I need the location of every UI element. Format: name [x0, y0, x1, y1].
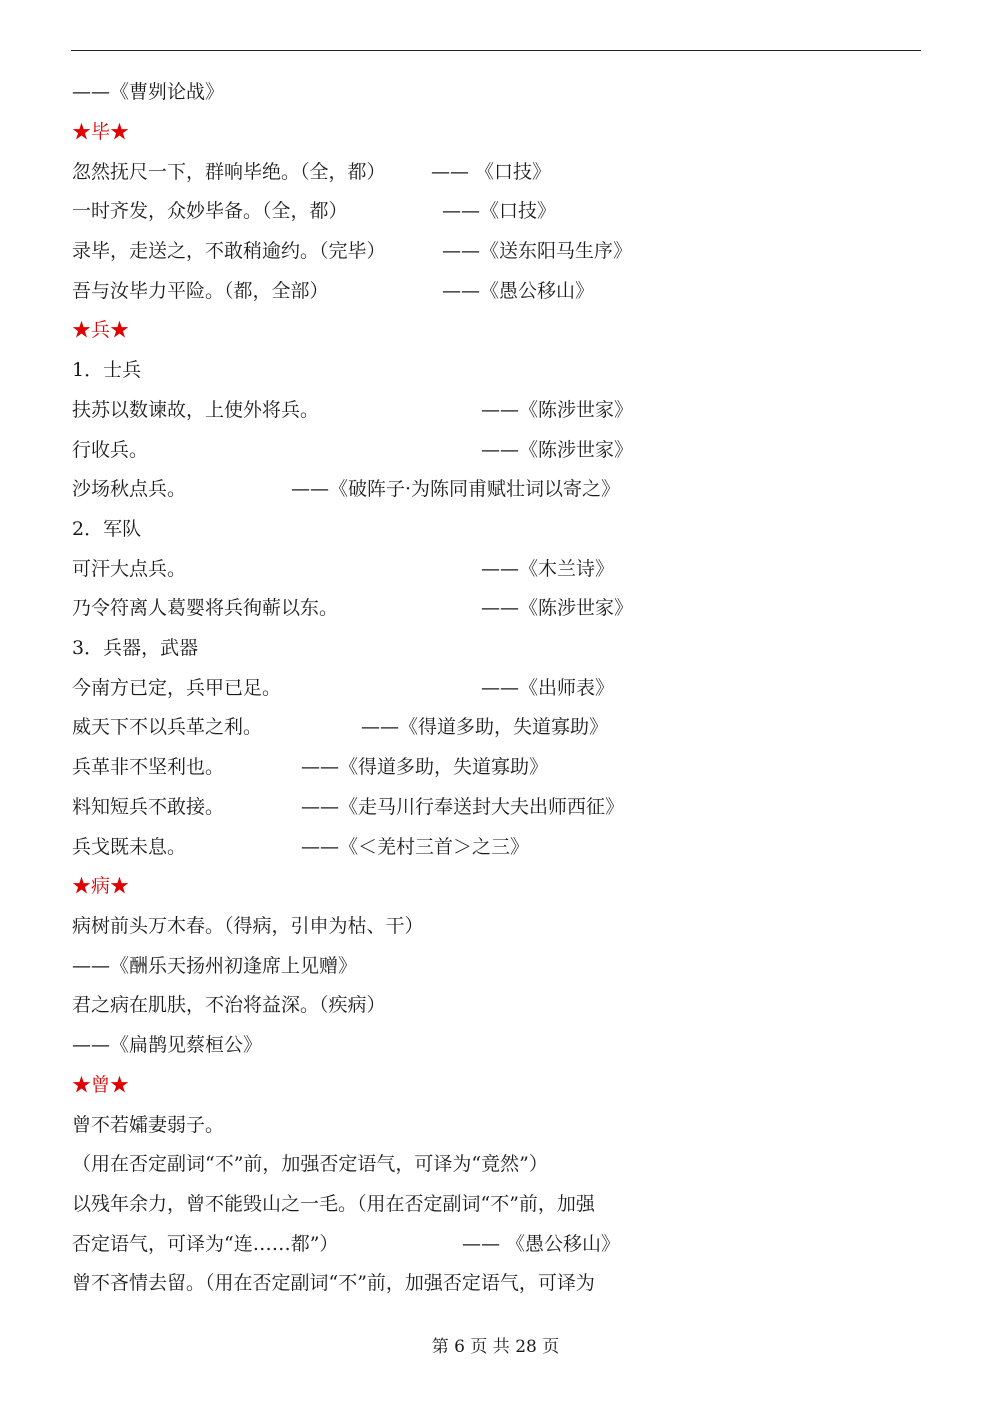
text-line: ——《曹刿论战》 — [72, 81, 225, 103]
source-citation: —— 《口技》 — [431, 161, 552, 183]
source-citation: ——《酬乐天扬州初逢席上见赠》 — [72, 955, 358, 977]
source-citation: ——《陈涉世家》 — [481, 597, 634, 619]
text-line: 曾不若孀妻弱子。 — [72, 1114, 225, 1136]
text-line: 君之病在肌肤，不治将益深。（疾病） — [72, 994, 386, 1016]
source-citation: ——《陈涉世家》 — [481, 399, 634, 421]
entry-heading: ★兵★ — [72, 319, 130, 341]
page-number: 第 6 页 共 28 页 — [431, 1337, 560, 1357]
source-citation: ——《走马川行奉送封大夫出师西征》 — [301, 796, 625, 818]
entry-heading: ★病★ — [72, 875, 130, 897]
entry-heading: ★毕★ — [72, 121, 130, 143]
text-line: 录毕，走送之，不敢稍逾约。（完毕） — [72, 240, 386, 262]
text-line: 今南方已定，兵甲已足。 — [72, 677, 282, 699]
source-citation: ——《得道多助，失道寡助》 — [361, 716, 609, 738]
source-citation: ——《破阵子·为陈同甫赋壮词以寄之》 — [291, 478, 621, 500]
source-citation: ——《木兰诗》 — [481, 558, 615, 580]
text-line: 病树前头万木春。（得病，引申为枯、干） — [72, 915, 424, 937]
text-line: 曾不吝情去留。（用在否定副词“不”前，加强否定语气，可译为 — [72, 1272, 595, 1294]
text-line: 兵革非不坚利也。 — [72, 756, 225, 778]
text-line: 吾与汝毕力平险。（都，全部） — [72, 280, 329, 302]
source-citation: ——《愚公移山》 — [442, 280, 595, 302]
text-line: 扶苏以数谏故，上使外将兵。 — [72, 399, 320, 421]
text-line: 以残年余力，曾不能毁山之一毛。（用在否定副词“不”前，加强 — [72, 1193, 595, 1215]
header-rule — [71, 50, 921, 51]
text-line: 忽然抚尺一下，群响毕绝。（全，都） — [72, 161, 386, 183]
source-citation: ——《扁鹊见蔡桓公》 — [72, 1034, 263, 1056]
text-line: 否定语气，可译为“连……都”） — [72, 1233, 339, 1255]
text-line: 兵戈既未息。 — [72, 836, 187, 858]
sense-label: 2．军队 — [72, 518, 142, 540]
text-line: 乃令符离人葛婴将兵徇蕲以东。 — [72, 597, 339, 619]
source-citation: ——《送东阳马生序》 — [442, 240, 633, 262]
text-line: 威天下不以兵革之利。 — [72, 716, 263, 738]
text-line: 沙场秋点兵。 — [72, 478, 187, 500]
text-line: （用在否定副词“不”前，加强否定语气，可译为“竟然”） — [72, 1153, 548, 1175]
source-citation: ——《口技》 — [442, 200, 557, 222]
source-citation: ——《＜羌村三首＞之三》 — [301, 836, 530, 858]
sense-label: 1．士兵 — [72, 359, 142, 381]
entry-heading: ★曾★ — [72, 1074, 130, 1096]
source-citation: —— 《愚公移山》 — [462, 1233, 621, 1255]
text-line: 一时齐发，众妙毕备。（全，都） — [72, 200, 348, 222]
source-citation: ——《陈涉世家》 — [481, 439, 634, 461]
source-citation: ——《出师表》 — [481, 677, 615, 699]
source-citation: ——《得道多助，失道寡助》 — [301, 756, 549, 778]
text-line: 行收兵。 — [72, 439, 149, 461]
sense-label: 3．兵器，武器 — [72, 637, 199, 659]
text-line: 料知短兵不敢接。 — [72, 796, 225, 818]
text-line: 可汗大点兵。 — [72, 558, 187, 580]
